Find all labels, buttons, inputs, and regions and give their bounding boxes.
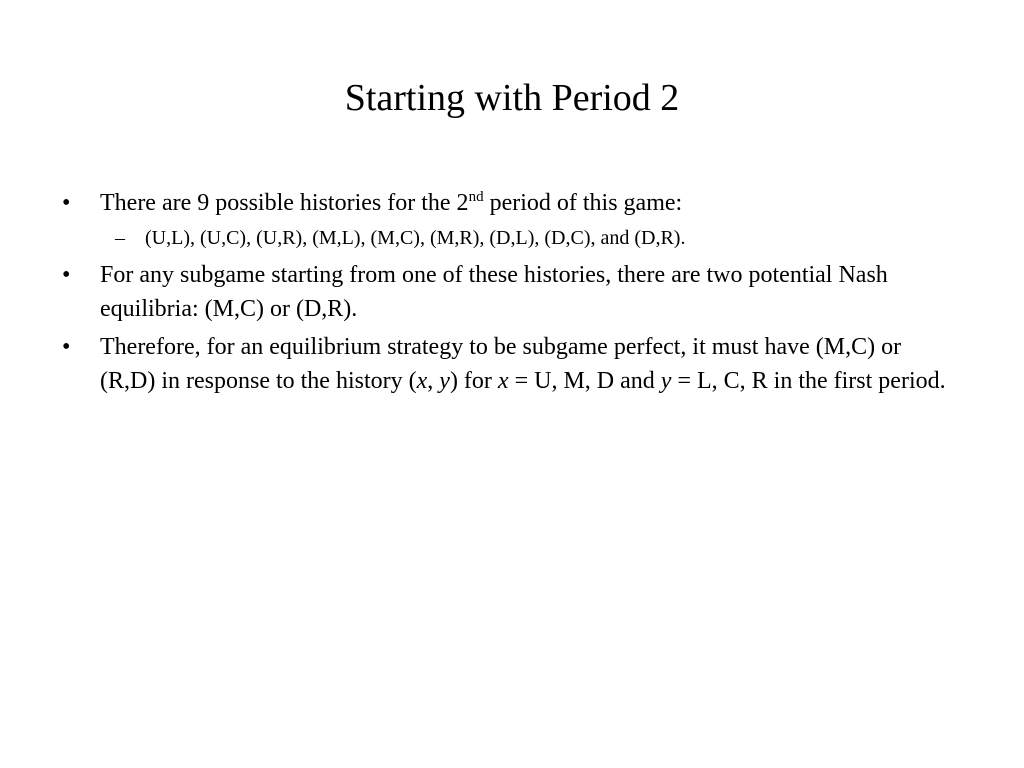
bullet-marker: • — [62, 262, 71, 288]
slide-title: Starting with Period 2 — [344, 77, 680, 119]
bullet-item-subgame-perfect — [0, 330, 960, 398]
bullet-item-histories — [0, 186, 960, 220]
sub-bullet-item-history-list — [0, 224, 945, 252]
bullet-item-nash-equilibria — [0, 258, 960, 326]
bullet-text: = L, C, R in the first period. — [671, 368, 946, 394]
bullet-text: There are 9 possible histories for the 2 — [100, 190, 469, 216]
bullet-text: ) for — [449, 368, 498, 394]
variable-y: y — [660, 368, 672, 394]
bullet-list — [0, 186, 1024, 402]
sub-bullet-text: (U,L), (U,C), (U,R), (M,L), (M,C), (M,R), (D,L), (D,C), and (D,R). — [145, 227, 686, 249]
bullet-text: period of this game: — [483, 190, 683, 216]
variable-y: y — [439, 368, 450, 394]
variable-x: x — [497, 368, 509, 394]
variable-x: x — [416, 368, 428, 394]
bullet-text: , — [427, 368, 440, 394]
bullet-text: = U, M, D and — [508, 368, 661, 394]
sub-bullet-marker: – — [115, 227, 125, 249]
bullet-text: Therefore, for an equilibrium strategy to be subgame perfect, it must have (M,C) or (R,D) in response to the history ( — [100, 334, 902, 394]
ordinal-suffix: nd — [468, 189, 484, 205]
bullet-marker: • — [62, 334, 71, 360]
bullet-text: For any subgame starting from one of these histories, there are two potential Nash equilibria: (M,C) or (D,R). — [100, 262, 888, 322]
bullet-marker: • — [62, 190, 71, 216]
